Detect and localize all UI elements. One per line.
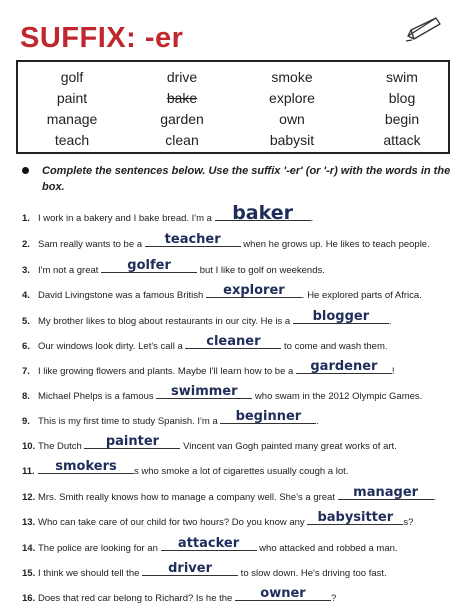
sentence-5 bbox=[22, 309, 462, 328]
word-attack: attack bbox=[383, 132, 421, 148]
sentence-number: 4. bbox=[22, 290, 30, 301]
word-swim: swim bbox=[386, 69, 418, 85]
sentence-text-before: Our windows look dirty. Let's call a bbox=[38, 341, 186, 352]
answer-blank[interactable] bbox=[84, 434, 180, 449]
sentence-text-after: . bbox=[316, 416, 320, 427]
sentence-text-before: Michael Phelps is a famous bbox=[38, 391, 157, 402]
sentence-number: 5. bbox=[22, 316, 30, 327]
instructions: Complete the sentences below. Use the suffix '-er' (or '-r) with the words in the box. bbox=[42, 165, 451, 193]
answer-text: painter bbox=[105, 434, 160, 449]
sentence-15 bbox=[22, 561, 462, 580]
word-blog: blog bbox=[388, 90, 416, 106]
answer-text: golfer bbox=[127, 258, 171, 273]
sentence-text-after: . bbox=[388, 316, 392, 327]
sentence-number: 9. bbox=[22, 416, 30, 427]
sentence-text-before: I like growing flowers and plants. Maybe I'll learn how to be a bbox=[38, 366, 296, 377]
answer-text: smokers bbox=[55, 459, 117, 474]
sentence-text-before: Sam really wants to be a bbox=[38, 239, 145, 250]
sentence-number: 6. bbox=[22, 341, 30, 352]
sentence-text-after: . bbox=[433, 492, 437, 503]
sentence-number: 7. bbox=[22, 366, 30, 377]
word-paint: paint bbox=[56, 90, 88, 106]
answer-text: swimmer bbox=[171, 384, 238, 399]
answer-blank[interactable] bbox=[338, 485, 434, 500]
answer-text: blogger bbox=[312, 309, 370, 324]
bullet-icon bbox=[22, 167, 29, 174]
answer-text: cleaner bbox=[206, 334, 261, 349]
sentence-text-before: I work in a bakery and I bake bread. I'm a bbox=[38, 213, 215, 224]
sentence-text-before: The Dutch bbox=[38, 441, 85, 452]
word-begin: begin bbox=[384, 111, 420, 127]
sentence-text-after: . bbox=[310, 213, 314, 224]
sentence-text-before: Who can take care of our child for two hours? Do you know any bbox=[38, 517, 308, 528]
sentence-number: 16. bbox=[22, 593, 36, 604]
sentence-text-after: Vincent van Gogh painted many great works of art. bbox=[180, 441, 397, 452]
sentence-14 bbox=[22, 536, 462, 555]
word-golf: golf bbox=[60, 69, 84, 85]
answer-blank[interactable] bbox=[220, 409, 316, 424]
answer-blank[interactable] bbox=[101, 258, 197, 273]
sentence-text-before: This is my first time to study Spanish. I'm a bbox=[38, 416, 221, 427]
word-garden: garden bbox=[160, 111, 204, 127]
sentence-1 bbox=[22, 202, 462, 225]
answer-blank[interactable] bbox=[156, 384, 252, 399]
sentence-text-before: I think we should tell the bbox=[38, 568, 143, 579]
sentence-number: 11. bbox=[22, 466, 35, 477]
word-own: own bbox=[279, 111, 305, 127]
answer-blank[interactable] bbox=[235, 586, 331, 601]
answer-blank[interactable] bbox=[206, 283, 302, 298]
sentence-text-after: to slow down. He's driving too fast. bbox=[238, 568, 387, 579]
answer-blank[interactable] bbox=[145, 232, 241, 247]
answer-text: gardener bbox=[310, 359, 378, 374]
sentence-number: 13. bbox=[22, 517, 36, 528]
answer-blank[interactable] bbox=[161, 536, 257, 551]
sentence-text-after: . He explored parts of Africa. bbox=[301, 290, 422, 301]
word-box bbox=[16, 60, 450, 154]
sentence-text-before: The police are looking for an bbox=[38, 543, 161, 554]
sentence-text-after: who attacked and robbed a man. bbox=[256, 543, 398, 554]
answer-blank[interactable] bbox=[38, 459, 134, 474]
sentence-number: 15. bbox=[22, 568, 36, 579]
sentence-2 bbox=[22, 232, 462, 251]
sentence-number: 14. bbox=[22, 543, 36, 554]
word-teach: teach bbox=[54, 132, 90, 148]
sentence-number: 12. bbox=[22, 492, 36, 503]
word-babysit: babysit bbox=[269, 132, 315, 148]
sentence-8 bbox=[22, 384, 462, 403]
word-bake-struck: bake bbox=[166, 90, 198, 106]
answer-text: owner bbox=[260, 586, 306, 601]
sentence-text-after: ! bbox=[391, 366, 395, 377]
word-manage: manage bbox=[46, 111, 98, 127]
sentence-9 bbox=[22, 409, 462, 428]
sentence-text-after: ? bbox=[330, 593, 337, 604]
sentence-text-before: David Livingstone was a famous British bbox=[38, 290, 206, 301]
sentence-text-before: My brother likes to blog about restaurants in our city. He is a bbox=[38, 316, 293, 327]
sentence-7 bbox=[22, 359, 462, 378]
sentence-text-after: but I like to golf on weekends. bbox=[197, 265, 325, 276]
sentence-text-after: to come and wash them. bbox=[281, 341, 388, 352]
sentence-11 bbox=[22, 459, 462, 478]
sentence-10 bbox=[22, 434, 462, 453]
sentence-6 bbox=[22, 334, 462, 353]
sentence-text-after: s? bbox=[403, 517, 414, 528]
pencil-icon bbox=[404, 16, 444, 42]
answer-text: baker bbox=[232, 202, 294, 224]
sentence-text-before: Mrs. Smith really knows how to manage a company well. She's a great bbox=[38, 492, 338, 503]
sentence-12 bbox=[22, 485, 462, 504]
sentence-text-after: s who smoke a lot of cigarettes usually cough a lot. bbox=[134, 466, 349, 477]
answer-blank[interactable] bbox=[307, 510, 403, 525]
word-explore: explore bbox=[269, 90, 315, 106]
word-drive: drive bbox=[166, 69, 198, 85]
answer-text: driver bbox=[168, 561, 212, 576]
sentence-text-before: Does that red car belong to Richard? Is he the bbox=[38, 593, 235, 604]
sentence-text-before: I'm not a great bbox=[38, 265, 102, 276]
sentence-number: 2. bbox=[22, 239, 30, 250]
sentence-16 bbox=[22, 586, 462, 605]
sentence-number: 8. bbox=[22, 391, 30, 402]
answer-blank[interactable] bbox=[296, 359, 392, 374]
answer-text: beginner bbox=[235, 409, 302, 424]
sentence-number: 1. bbox=[22, 213, 30, 224]
sentence-13 bbox=[22, 510, 462, 529]
answer-text: explorer bbox=[223, 283, 285, 298]
sentence-text-after: who swam in the 2012 Olympic Games. bbox=[252, 391, 423, 402]
word-smoke: smoke bbox=[271, 69, 313, 85]
sentence-number: 10. bbox=[22, 441, 36, 452]
answer-blank[interactable] bbox=[185, 334, 281, 349]
answer-blank[interactable] bbox=[293, 309, 389, 324]
word-clean: clean bbox=[165, 132, 199, 148]
sentence-text-after: when he grows up. He likes to teach people. bbox=[240, 239, 430, 250]
worksheet-title: SUFFIX: -er bbox=[20, 22, 184, 54]
answer-blank[interactable] bbox=[142, 561, 238, 576]
answer-text: attacker bbox=[177, 536, 240, 551]
answer-blank[interactable] bbox=[215, 202, 311, 224]
sentence-number: 3. bbox=[22, 265, 30, 276]
sentence-3 bbox=[22, 258, 462, 277]
answer-text: teacher bbox=[164, 232, 221, 247]
answer-text: manager bbox=[353, 485, 419, 500]
sentence-4 bbox=[22, 283, 462, 302]
answer-text: babysitter bbox=[317, 510, 394, 525]
